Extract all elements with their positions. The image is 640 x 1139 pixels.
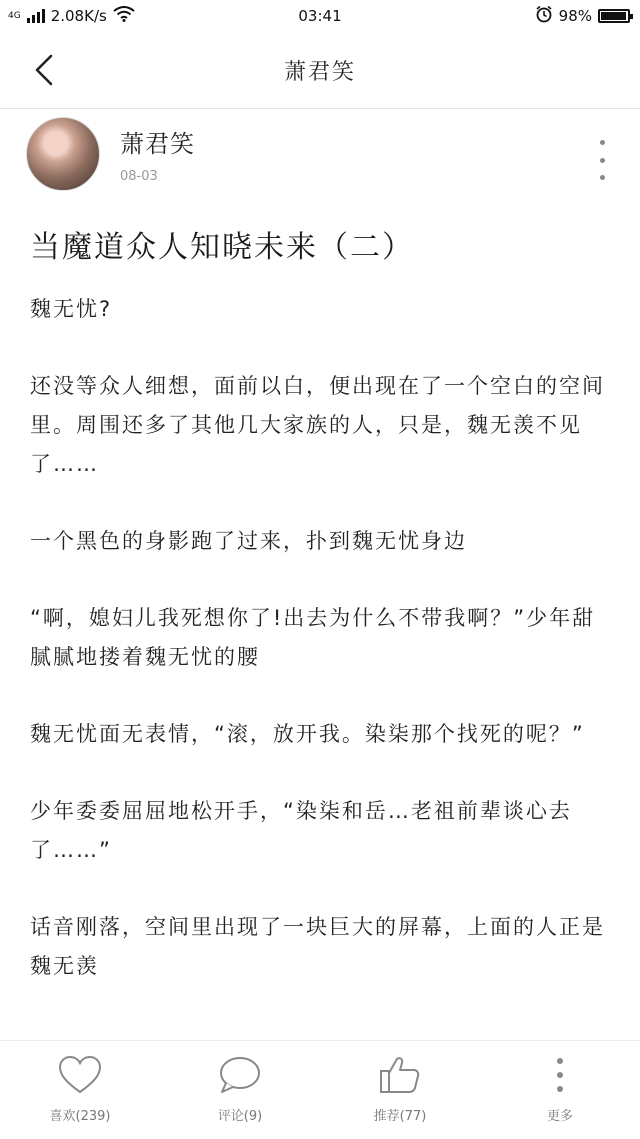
network-speed: 2.08K/s xyxy=(50,7,107,25)
comment-bubble-icon xyxy=(218,1055,262,1095)
paragraph: 少年委委屈屈地松开手，“染柒和岳…老祖前辈谈心去了……” xyxy=(30,799,572,862)
battery-fill xyxy=(601,12,626,20)
avatar[interactable] xyxy=(26,117,100,191)
clock: 03:41 xyxy=(298,7,342,25)
thumbs-up-icon xyxy=(378,1055,422,1095)
comment-button[interactable] xyxy=(160,1041,320,1139)
author-row xyxy=(26,118,626,190)
back-arrow-icon xyxy=(34,54,54,86)
author-name[interactable]: 萧君笑 xyxy=(120,130,195,158)
more-label: 更多 xyxy=(546,1109,573,1124)
more-options-button[interactable] xyxy=(590,138,614,182)
battery-icon xyxy=(598,9,630,23)
paragraph: “啊，媳妇儿我死想你了!出去为什么不带我啊？”少年甜腻腻地搂着魏无忧的腰 xyxy=(30,606,596,669)
author-info xyxy=(120,124,195,184)
like-button[interactable] xyxy=(0,1041,160,1139)
page-title: 萧君笑 xyxy=(283,59,356,85)
top-nav-bar xyxy=(0,32,640,109)
paragraph: 魏无忧面无表情，“滚，放开我。染柒那个找死的呢？” xyxy=(30,722,585,746)
paragraph: 话音刚落，空间里出现了一块巨大的屏幕，上面的人正是魏无羡 xyxy=(30,915,605,978)
recommend-button[interactable] xyxy=(320,1041,480,1139)
article-title: 当魔道众人知晓未来（二） xyxy=(30,230,414,265)
back-button[interactable] xyxy=(24,50,64,90)
bottom-action-bar xyxy=(0,1040,640,1139)
alarm-icon xyxy=(535,5,553,27)
comment-count: 评论(9) xyxy=(217,1109,263,1124)
paragraph: 还没等众人细想，面前以白，便出现在了一个空白的空间里。周围还多了其他几大家族的人，只是，魏无羡不见了…… xyxy=(30,374,605,476)
heart-icon xyxy=(58,1055,102,1095)
article-body xyxy=(30,290,610,1024)
signal-icon xyxy=(27,9,45,23)
more-dots-icon xyxy=(538,1055,582,1095)
paragraph: 一个黑色的身影跑了过来，扑到魏无忧身边 xyxy=(30,529,467,553)
more-button[interactable] xyxy=(480,1041,640,1139)
network-type: 4G xyxy=(8,10,21,21)
like-count: 喜欢(239) xyxy=(49,1109,111,1124)
recommend-count: 推荐(77) xyxy=(373,1109,427,1124)
battery-percent: 98% xyxy=(558,7,592,25)
post-date: 08-03 xyxy=(120,169,158,184)
status-bar xyxy=(0,0,640,32)
more-vertical-icon xyxy=(600,140,605,145)
paragraph: 魏无忧? xyxy=(30,297,113,321)
wifi-icon xyxy=(113,6,135,26)
